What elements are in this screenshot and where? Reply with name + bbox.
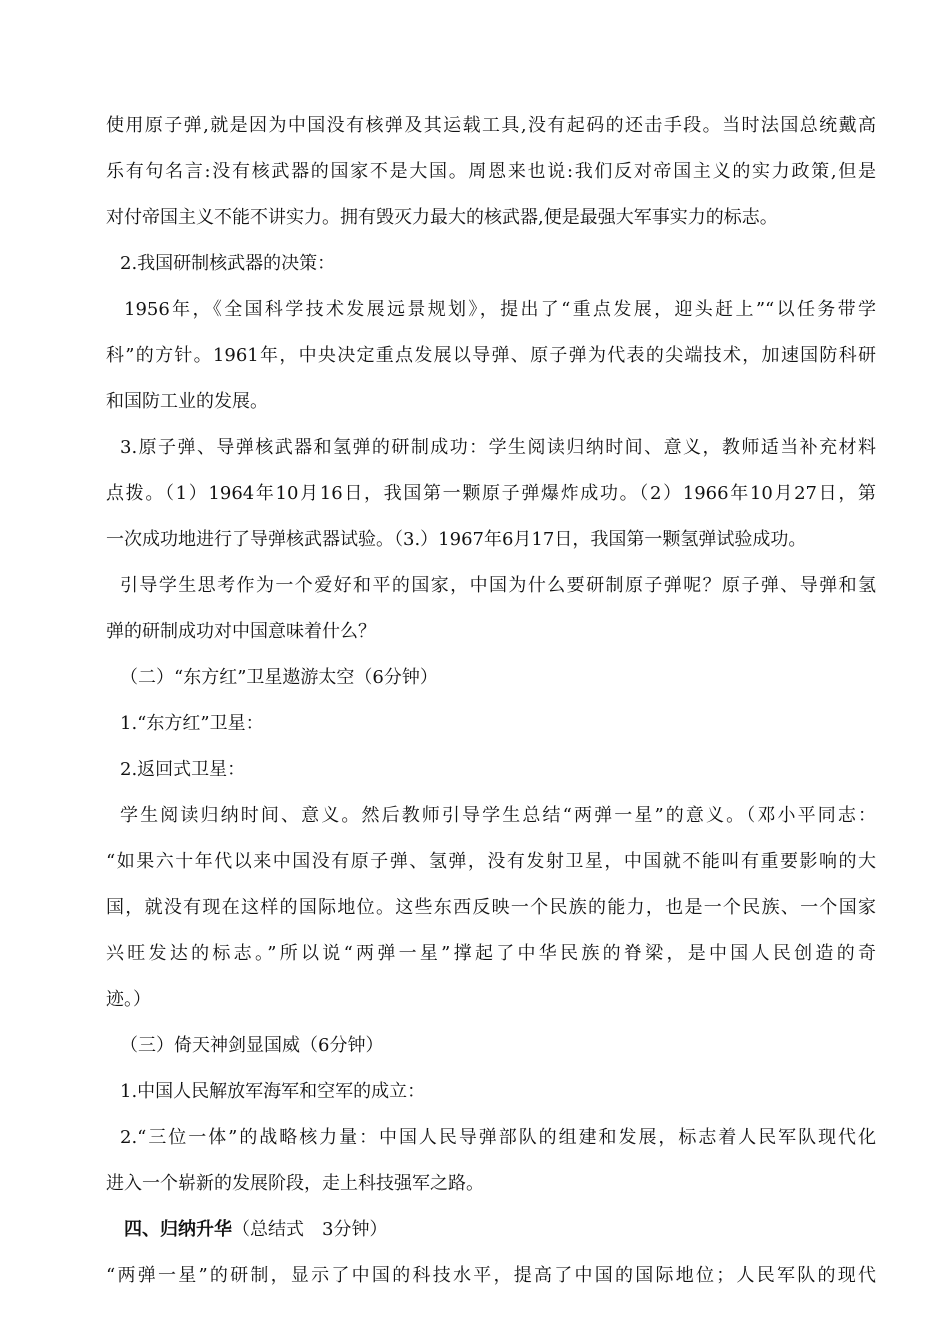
paragraph-line: 一次成功地进行了导弹核武器试验。（3.）1967年6月17日，我国第一颗氢弹试验成功。 — [106, 529, 807, 550]
paragraph-line: 兴旺发达的标志。”所以说“两弹一星”撑起了中华民族的脊梁，是中国人民创造的奇 — [106, 943, 876, 964]
paragraph-line: 和国防工业的发展。 — [106, 391, 268, 412]
paragraph-line: “两弹一星”的研制，显示了中国的科技水平，提高了中国的国际地位；人民军队的现代 — [106, 1265, 876, 1286]
list-item: 3.原子弹、导弹核武器和氢弹的研制成功：学生阅读归纳时间、意义，教师适当补充材料 — [120, 437, 876, 458]
paragraph-line: 乐有句名言:没有核武器的国家不是大国。周恩来也说:我们反对帝国主义的实力政策,但是 — [106, 161, 876, 182]
paragraph-line: 国，就没有现在这样的国际地位。这些东西反映一个民族的能力，也是一个民族、一个国家 — [106, 897, 876, 918]
paragraph-line: 迹。） — [106, 989, 151, 1010]
paragraph-line: “如果六十年代以来中国没有原子弹、氢弹，没有发射卫星，中国就不能叫有重要影响的大 — [106, 851, 876, 872]
subsection-heading: （二）“东方红”卫星遨游太空（6分钟） — [120, 667, 438, 688]
list-item: 1.中国人民解放军海军和空军的成立： — [120, 1081, 426, 1102]
section-heading-line — [124, 1218, 894, 1242]
subsection-heading: （三）倚天神剑显国威（6分钟） — [120, 1035, 384, 1056]
paragraph-line: 引导学生思考作为一个爱好和平的国家，中国为什么要研制原子弹呢？原子弹、导弹和氢 — [120, 575, 876, 596]
paragraph-line: 对付帝国主义不能不讲实力。拥有毁灭力最大的核武器,便是最强大军事实力的标志。 — [106, 207, 778, 228]
paragraph-line: 弹的研制成功对中国意味着什么？ — [106, 621, 376, 642]
paragraph-line: 点拨。（1）1964年10月16日，我国第一颗原子弹爆炸成功。（2）1966年10月27日，第 — [106, 483, 876, 504]
paragraph-line: 科”的方针。1961年，中央决定重点发展以导弹、原子弹为代表的尖端技术，加速国防科研 — [106, 345, 876, 366]
list-item: 2.返回式卫星： — [120, 759, 246, 780]
section-heading: 四、归纳升华 — [124, 1219, 232, 1240]
list-item: 2.我国研制核武器的决策： — [120, 253, 336, 274]
paragraph-line: 使用原子弹,就是因为中国没有核弹及其运载工具,没有起码的还击手段。当时法国总统戴高 — [106, 115, 876, 136]
paragraph-line: 1956年，《全国科学技术发展远景规划》，提出了“重点发展，迎头赶上”“以任务带学 — [124, 299, 876, 320]
list-item: 2.“三位一体”的战略核力量：中国人民导弹部队的组建和发展，标志着人民军队现代化 — [120, 1127, 876, 1148]
paragraph-line: 学生阅读归纳时间、意义。然后教师引导学生总结“两弹一星”的意义。（邓小平同志： — [120, 805, 876, 826]
paragraph-line: 进入一个崭新的发展阶段，走上科技强军之路。 — [106, 1173, 484, 1194]
list-item: 1.“东方红”卫星： — [120, 713, 264, 734]
section-note: （总结式 3分钟） — [232, 1219, 388, 1240]
